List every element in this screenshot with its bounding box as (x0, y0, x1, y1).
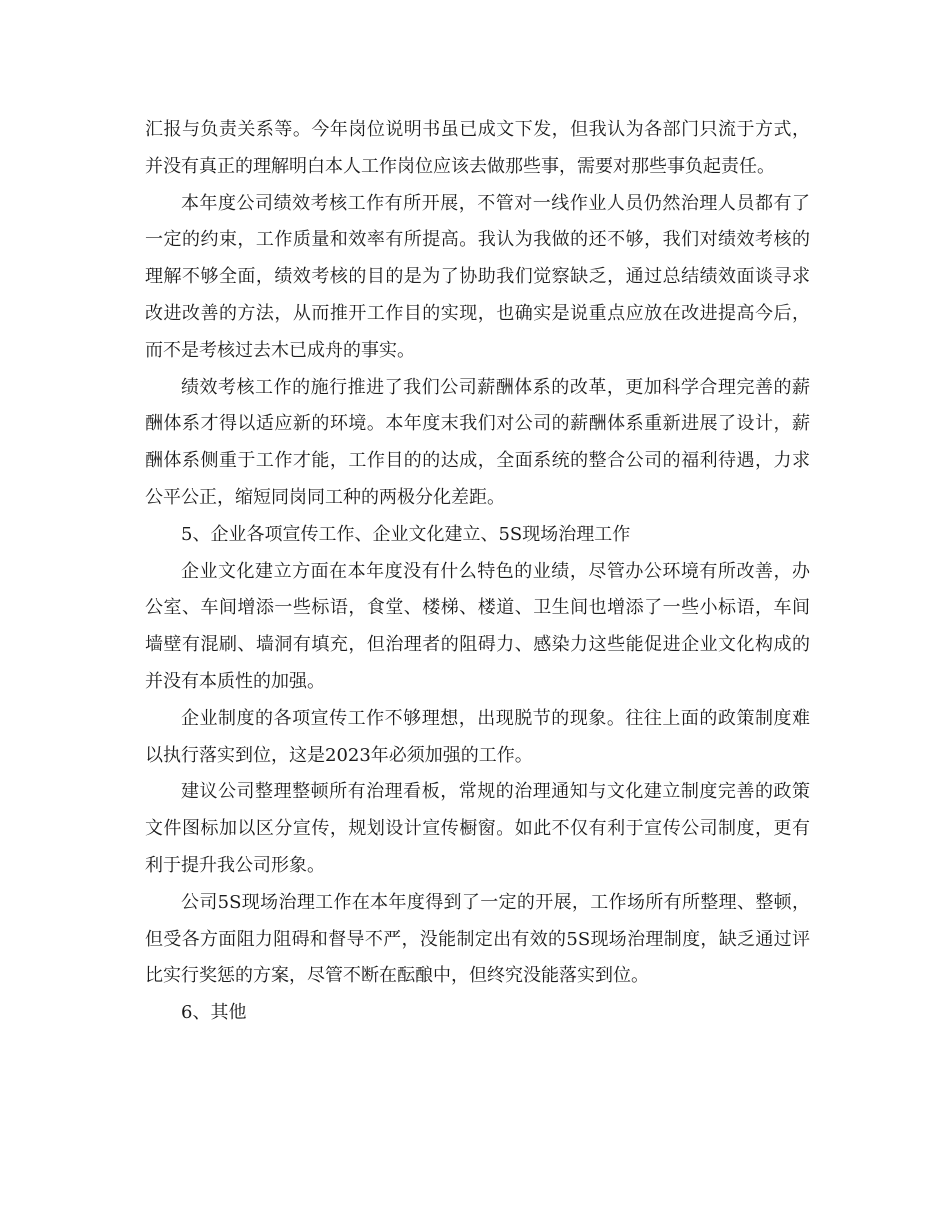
paragraph-suggestion: 建议公司整理整顿所有治理看板，常规的治理通知与文化建立制度完善的政策文件图标加以区分宣传，规划设计宣传橱窗。如此不仅有利于宣传公司制度，更有利于提升我公司形象。 (145, 781, 810, 876)
paragraph-performance-appraisal: 本年度公司绩效考核工作有所开展，不管对一线作业人员仍然治理人员都有了一定的约束，工作质量和效率有所提高。我认为我做的还不够，我们对绩效考核的理解不够全面，绩效考核的目的是为了协助我们觉察缺乏，通过总结绩效面谈寻求改进改善的方法，从而推开工作目的实现，也确实是说重点应放在改进提高今后，而不是考核过去木已成舟的事实。 (145, 192, 810, 361)
section-heading-5: 5、企业各项宣传工作、企业文化建立、5S现场治理工作 (181, 523, 631, 545)
section-heading-6: 6、其他 (181, 1002, 247, 1024)
paragraph-continuation: 汇报与负责关系等。今年岗位说明书虽已成文下发，但我认为各部门只流于方式，并没有真正的理解明白本人工作岗位应该去做那些事，需要对那些事负起责任。 (145, 119, 810, 177)
document-body (145, 112, 810, 1032)
paragraph-corporate-culture: 企业文化建立方面在本年度没有什么特色的业绩，尽管办公环境有所改善，办公室、车间增添一些标语，食堂、楼梯、楼道、卫生间也增添了一些小标语，车间墙壁有混刷、墙洞有填充，但治理者的阻碍力、感染力这些能促进企业文化构成的并没有本质性的加强。 (145, 560, 810, 692)
paragraph-system-publicity: 企业制度的各项宣传工作不够理想，出现脱节的现象。往往上面的政策制度难以执行落实到位，这是2023年必须加强的工作。 (145, 707, 810, 766)
paragraph-salary-system: 绩效考核工作的施行推进了我们公司薪酬体系的改革，更加科学合理完善的薪酬体系才得以适应新的环境。本年度末我们对公司的薪酬体系重新进展了设计，薪酬体系侧重于工作才能，工作目的的达成，全面系统的整合公司的福利待遇，力求公平公正，缩短同岗同工种的两极分化差距。 (145, 376, 810, 508)
paragraph-5s-management: 公司5S现场治理工作在本年度得到了一定的开展，工作场所有所整理、整顿，但受各方面阻力阻碍和督导不严，没能制定出有效的5S现场治理制度，缺乏通过评比实行奖惩的方案，尽管不断在酝酿中，但终究没能落实到位。 (145, 891, 810, 987)
